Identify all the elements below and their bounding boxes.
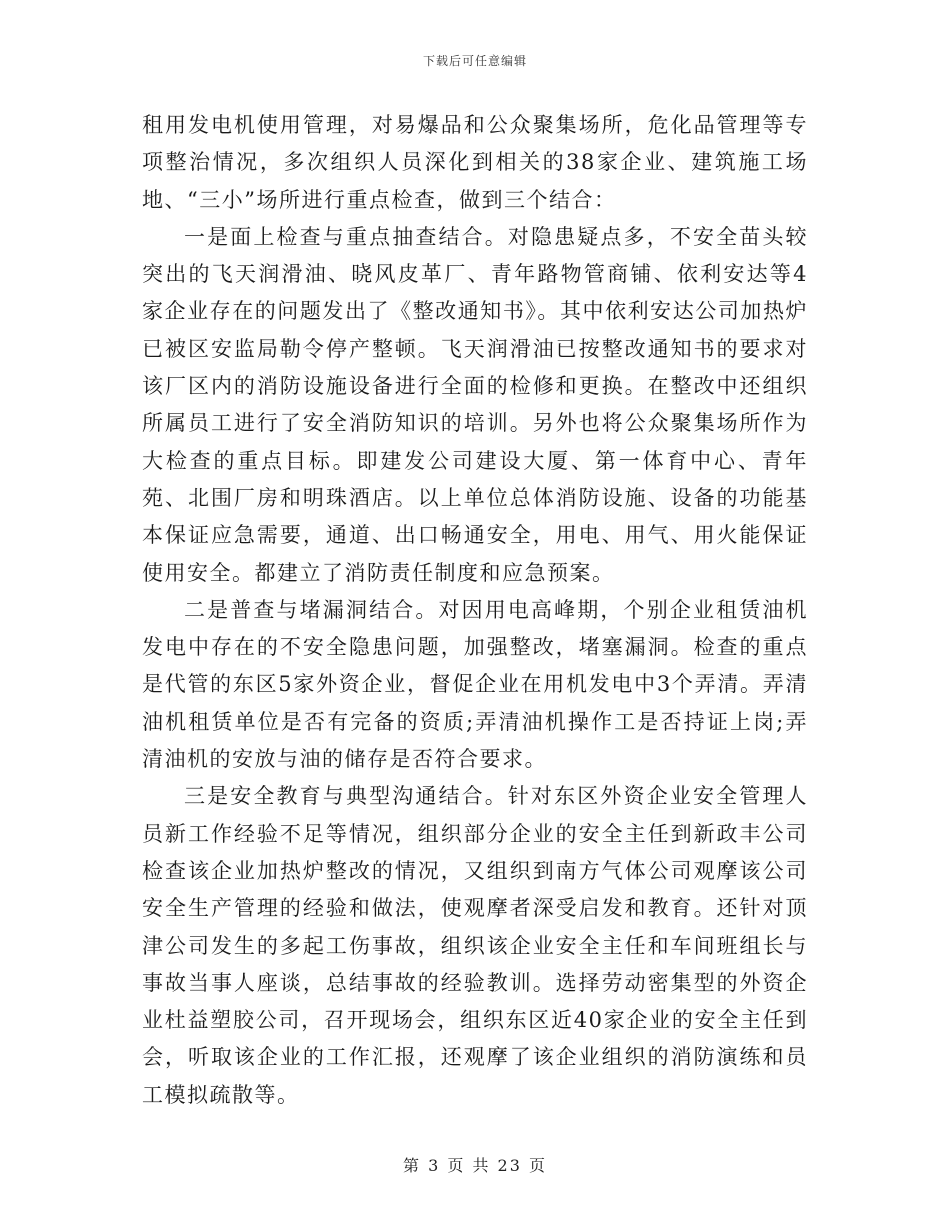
page-footer: 第 3 页 共 23 页 — [403, 1156, 547, 1175]
paragraph-4: 三是安全教育与典型沟通结合。针对东区外资企业安全管理人员新工作经验不足等情况，组织部分企业的安全主任到新政丰公司检查该企业加热炉整改的情况，又组织到南方气体公司观摩该公司安全生产管理的经验和做法，使观摩者深受启发和教育。还针对顶津公司发生的多起工伤事故，组织该企业安全主任和车间班组长与事故当事人座谈，总结事故的经验教训。选择劳动密集型的外资企业杜益塑胶公司，召开现场会，组织东区近40家企业的安全主任到会，听取该企业的工作汇报，还观摩了该企业组织的消防演练和员工模拟疏散等。 — [142, 784, 808, 1107]
paragraph-3: 二是普查与堵漏洞结合。对因用电高峰期，个别企业租赁油机发电中存在的不安全隐患问题，加强整改，堵塞漏洞。检查的重点是代管的东区5家外资企业，督促企业在用机发电中3个弄清。弄清油机租赁单位是否有完备的资质;弄清油机操作工是否持证上岗;弄清油机的安放与油的储存是否符合要求。 — [142, 597, 808, 772]
document-body — [142, 107, 808, 1114]
paragraph-2: 一是面上检查与重点抽查结合。对隐患疑点多，不安全苗头较突出的飞天润滑油、晓风皮革厂、青年路物管商铺、依利安达等4家企业存在的问题发出了《整改通知书》。其中依利安达公司加热炉已被区安监局勒令停产整顿。飞天润滑油已按整改通知书的要求对该厂区内的消防设施设备进行全面的检修和更换。在整改中还组织所属员工进行了安全消防知识的培训。另外也将公众聚集场所作为大检查的重点目标。即建发公司建设大厦、第一体育中心、青年苑、北围厂房和明珠酒店。以上单位总体消防设施、设备的功能基本保证应急需要，通道、出口畅通安全，用电、用气、用火能保证使用安全。都建立了消防责任制度和应急预案。 — [142, 224, 808, 585]
page-header: 下载后可任意编辑 — [422, 54, 527, 68]
paragraph-1: 租用发电机使用管理，对易爆品和公众聚集场所，危化品管理等专项整治情况，多次组织人员深化到相关的38家企业、建筑施工场地、“三小”场所进行重点检查，做到三个结合： — [142, 113, 808, 212]
